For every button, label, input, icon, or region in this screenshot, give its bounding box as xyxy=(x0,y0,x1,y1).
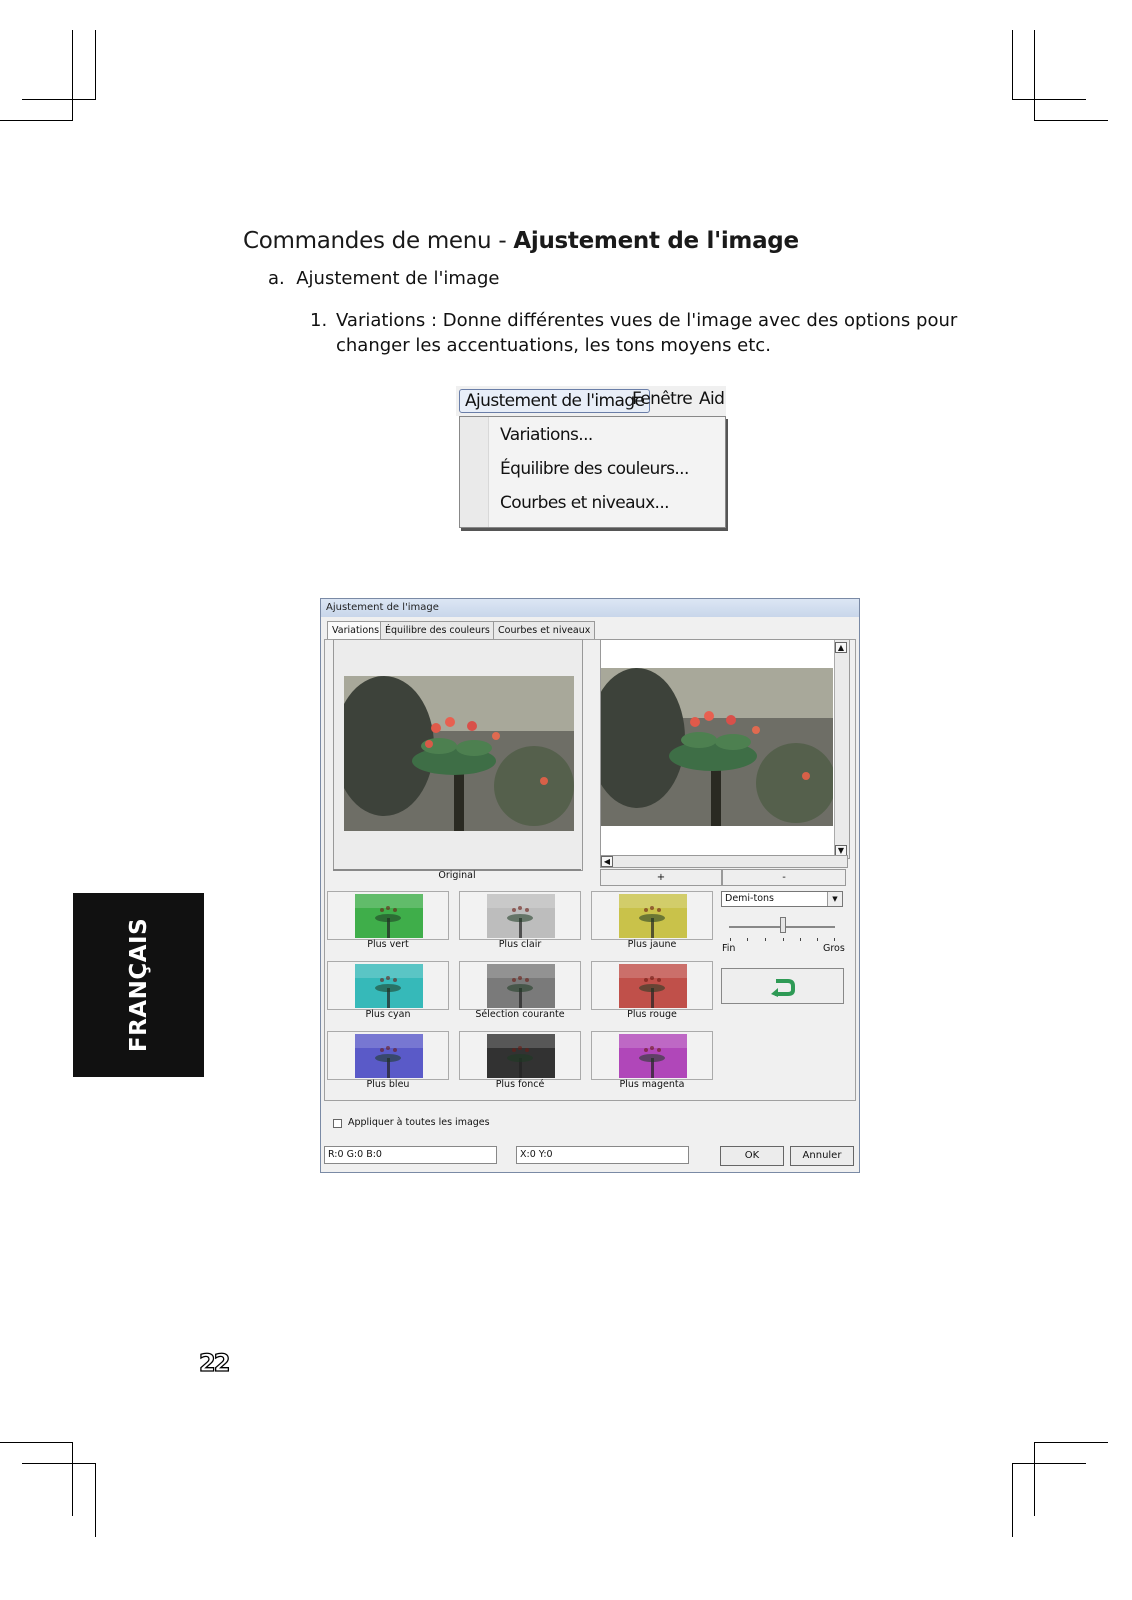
crop-mark xyxy=(0,120,73,121)
list-text: Variations : Donne différentes vues de l'image avec des options pour changer les accentuations, les tons moyens etc. xyxy=(336,310,958,356)
original-image-frame xyxy=(333,639,583,871)
menu-icon-strip xyxy=(460,417,489,527)
thumb-photo xyxy=(619,894,687,938)
crop-mark xyxy=(1012,30,1013,100)
thumb-photo xyxy=(355,964,423,1008)
ok-button[interactable]: OK xyxy=(720,1146,784,1166)
list-marker: 1. xyxy=(310,310,328,331)
list-item-a xyxy=(268,268,499,289)
crop-mark xyxy=(95,30,96,100)
menu-fenetre[interactable]: Fenêtre xyxy=(632,389,693,409)
menu-aide[interactable]: Aid xyxy=(699,389,725,409)
crop-mark xyxy=(0,1442,73,1443)
menu-screenshot xyxy=(456,386,726,530)
list-item-1 xyxy=(310,308,970,358)
tone-select[interactable] xyxy=(721,891,843,907)
variation-thumb-red[interactable] xyxy=(591,961,713,1010)
dialog-title: Ajustement de l'image xyxy=(321,599,859,617)
slider-tick xyxy=(730,938,731,941)
apply-all-label: Appliquer à toutes les images xyxy=(348,1117,490,1128)
variation-thumb-yellow[interactable] xyxy=(591,891,713,940)
thumb-label: Plus foncé xyxy=(495,1079,545,1090)
variation-thumb-darker[interactable] xyxy=(459,1031,581,1080)
cancel-button[interactable]: Annuler xyxy=(790,1146,854,1166)
thumb-photo xyxy=(619,964,687,1008)
horizontal-scrollbar[interactable] xyxy=(600,855,848,868)
title-prefix: Commandes de menu - xyxy=(243,228,514,254)
crop-mark xyxy=(1034,1442,1035,1516)
crop-mark xyxy=(1012,99,1086,100)
slider-min-label: Fin xyxy=(722,943,736,954)
language-label: FRANÇAIS xyxy=(125,917,152,1053)
crop-mark xyxy=(1012,1463,1013,1537)
crop-mark xyxy=(22,99,96,100)
crop-mark xyxy=(1034,120,1108,121)
variation-thumb-lighter[interactable] xyxy=(459,891,581,940)
thumb-photo xyxy=(355,1034,423,1078)
crop-mark xyxy=(1034,30,1035,120)
chevron-down-icon[interactable]: ▼ xyxy=(827,892,842,906)
crop-mark xyxy=(72,30,73,120)
variation-thumb-blue[interactable] xyxy=(327,1031,449,1080)
thumb-photo xyxy=(487,1034,555,1078)
variations-dialog xyxy=(320,598,860,1173)
scroll-up-icon[interactable]: ▲ xyxy=(835,642,847,653)
thumb-photo xyxy=(619,1034,687,1078)
title-bold: Ajustement de l'image xyxy=(513,228,799,254)
thumb-photo xyxy=(487,894,555,938)
xy-readout: X:0 Y:0 xyxy=(516,1146,689,1164)
thumb-label: Plus magenta xyxy=(619,1079,685,1090)
slider-max-label: Gros xyxy=(823,943,845,954)
thumb-label: Plus rouge xyxy=(627,1009,677,1020)
original-label: Original xyxy=(438,870,476,881)
page-number: 22 xyxy=(199,1349,229,1377)
undo-icon xyxy=(770,975,796,997)
undo-button[interactable] xyxy=(721,968,844,1004)
variation-thumb-cyan[interactable] xyxy=(327,961,449,1010)
scroll-down-icon[interactable]: ▼ xyxy=(835,845,847,856)
thumb-label: Plus jaune xyxy=(627,939,677,950)
preview-photo xyxy=(601,668,833,826)
crop-mark xyxy=(1034,1442,1108,1443)
variation-thumb-magenta[interactable] xyxy=(591,1031,713,1080)
preview-frame xyxy=(600,639,850,859)
tab-courbes[interactable]: Courbes et niveaux xyxy=(493,621,595,640)
menu-item-equilibre[interactable]: Équilibre des couleurs... xyxy=(500,459,689,479)
thumb-label: Plus bleu xyxy=(366,1079,410,1090)
slider-tick xyxy=(765,938,766,941)
slider-tick xyxy=(800,938,801,941)
crop-mark xyxy=(22,1463,96,1464)
variation-thumb-green[interactable] xyxy=(327,891,449,940)
language-tab xyxy=(73,893,204,1077)
rgb-readout: R:0 G:0 B:0 xyxy=(324,1146,497,1164)
zoom-out-button[interactable]: - xyxy=(722,869,846,886)
list-marker: a. xyxy=(268,268,285,289)
slider-tick xyxy=(834,938,835,941)
vertical-scrollbar[interactable] xyxy=(834,640,849,858)
tab-variations[interactable]: Variations xyxy=(327,621,384,641)
thumb-label: Plus cyan xyxy=(365,1009,411,1020)
slider-tick xyxy=(747,938,748,941)
dropdown-menu xyxy=(459,416,726,528)
crop-mark xyxy=(72,1442,73,1516)
menu-item-variations[interactable]: Variations... xyxy=(500,425,593,445)
tone-select-value: Demi-tons xyxy=(725,893,774,904)
scroll-left-icon[interactable]: ◀ xyxy=(601,856,613,867)
crop-mark xyxy=(95,1463,96,1537)
thumb-photo xyxy=(355,894,423,938)
thumb-label: Plus vert xyxy=(367,939,409,950)
original-photo xyxy=(344,676,574,831)
list-text: Ajustement de l'image xyxy=(296,268,500,289)
zoom-in-button[interactable]: + xyxy=(600,869,722,886)
slider-handle[interactable] xyxy=(780,917,786,933)
crop-mark xyxy=(1012,1463,1086,1464)
variation-thumb-current[interactable] xyxy=(459,961,581,1010)
menu-item-courbes[interactable]: Courbes et niveaux... xyxy=(500,493,669,513)
thumb-photo xyxy=(487,964,555,1008)
thumb-label: Plus clair xyxy=(498,939,542,950)
thumb-label: Sélection courante xyxy=(475,1009,565,1020)
slider-tick xyxy=(783,938,784,941)
apply-all-checkbox[interactable] xyxy=(333,1119,342,1128)
page-title xyxy=(243,228,799,254)
menubar xyxy=(456,386,726,416)
slider-tick xyxy=(817,938,818,941)
menu-ajustement[interactable]: Ajustement de l'image xyxy=(459,389,650,413)
tab-equilibre[interactable]: Équilibre des couleurs xyxy=(380,621,495,640)
